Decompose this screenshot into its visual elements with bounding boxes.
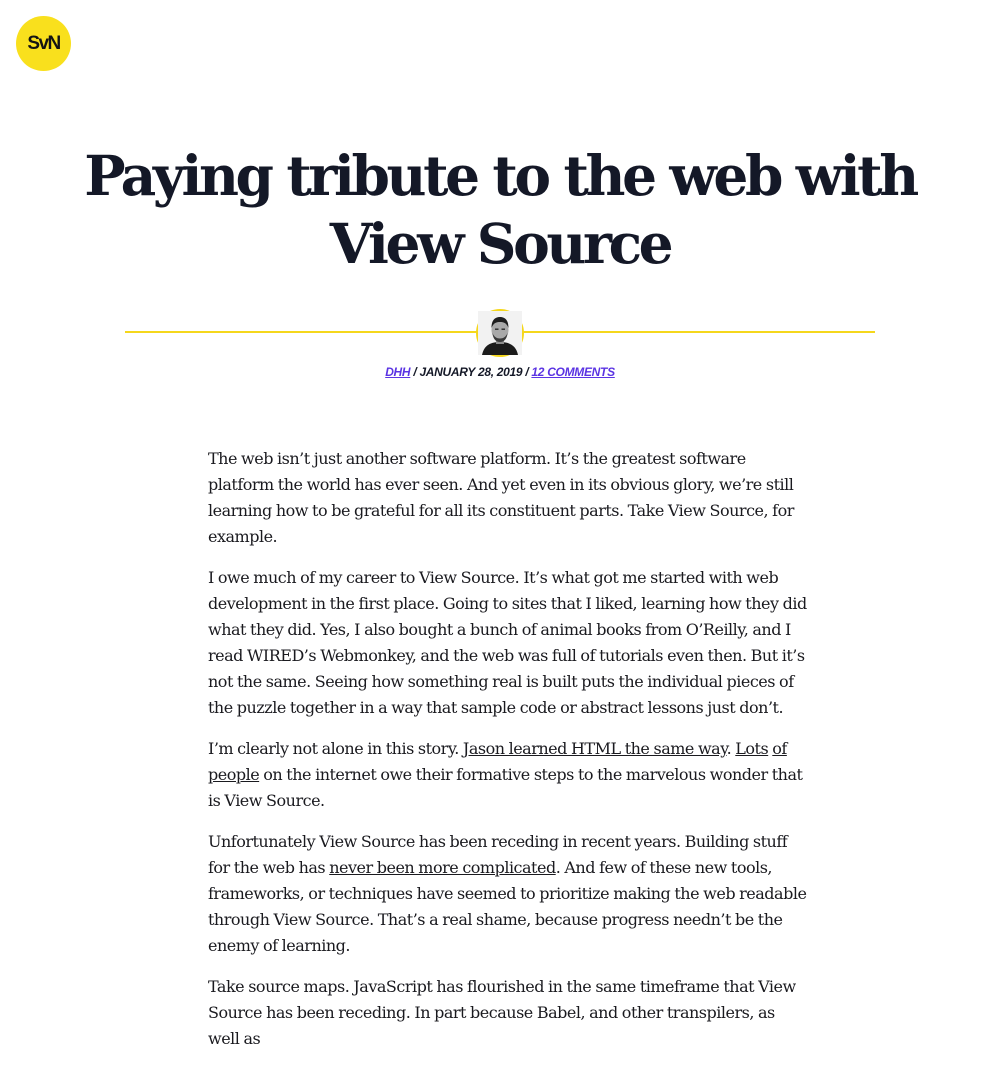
paragraph-3-outro: on the internet owe their formative steps to the marvelous wonder that is View Source. — [208, 765, 803, 810]
paragraph-2: I owe much of my career to View Source. It’s what got me started with web development in the first place. Going to sites that I liked, learning how they did what they did. Yes, I also bought a bunch of animal books from O’Reilly, and I read WIRED’s Webmonkey, and the web was full of tutorials even then. But it’s not the same. Seeing how something real is built puts the individual pieces of the puzzle together in a way that sample code or abstract lessons just don’t. — [208, 568, 807, 717]
author-portrait-icon — [478, 311, 522, 355]
meta-separator-1: / — [413, 365, 417, 379]
meta-separator-2: / — [525, 365, 529, 379]
never-been-more-complicated-link[interactable]: never been more complicated — [329, 858, 556, 877]
paragraph-4-outro: . And few of these new tools, frameworks, or techniques have seemed to prioritize making the web readable through View Source. That’s a real shame, because progress needn’t be the enemy of learning. — [208, 858, 807, 955]
lots-link[interactable]: Lots — [735, 739, 769, 758]
of-people-link[interactable]: of people — [208, 739, 787, 784]
comments-link[interactable]: 12 COMMENTS — [531, 365, 615, 379]
paragraph-1: The web isn’t just another software platform. It’s the greatest software platform the world has ever seen. And yet even in its obvious glory, we’re still learning how to be grateful for all its constituent parts. Take View Source, for example. — [208, 449, 794, 546]
post-date: JANUARY 28, 2019 — [419, 365, 523, 379]
site-logo[interactable] — [16, 16, 71, 71]
article-body — [208, 446, 808, 1067]
post-title-line-2: View Source — [329, 211, 671, 276]
paragraph-3-intro: I’m clearly not alone in this story. — [208, 739, 463, 758]
post-meta — [0, 365, 1000, 379]
jason-learned-html-link[interactable]: Jason learned HTML the same way — [462, 739, 727, 758]
paragraph-3-sep-1: . — [726, 739, 736, 758]
paragraph-3 — [208, 736, 808, 814]
post-title — [60, 142, 940, 278]
post-title-line-1: Paying tribute to the web with — [84, 143, 916, 208]
paragraph-5: Take source maps. JavaScript has flourished in the same timeframe that View Source has been receding. In part because Babel, and other transpilers, as well as — [208, 977, 796, 1048]
paragraph-4-intro: Unfortunately View Source has been receding in recent years. Building stuff for the web has — [208, 832, 788, 877]
author-link[interactable]: DHH — [385, 365, 411, 379]
logo-text: SvN — [27, 32, 60, 54]
paragraph-4 — [208, 829, 808, 959]
author-avatar — [476, 309, 524, 357]
